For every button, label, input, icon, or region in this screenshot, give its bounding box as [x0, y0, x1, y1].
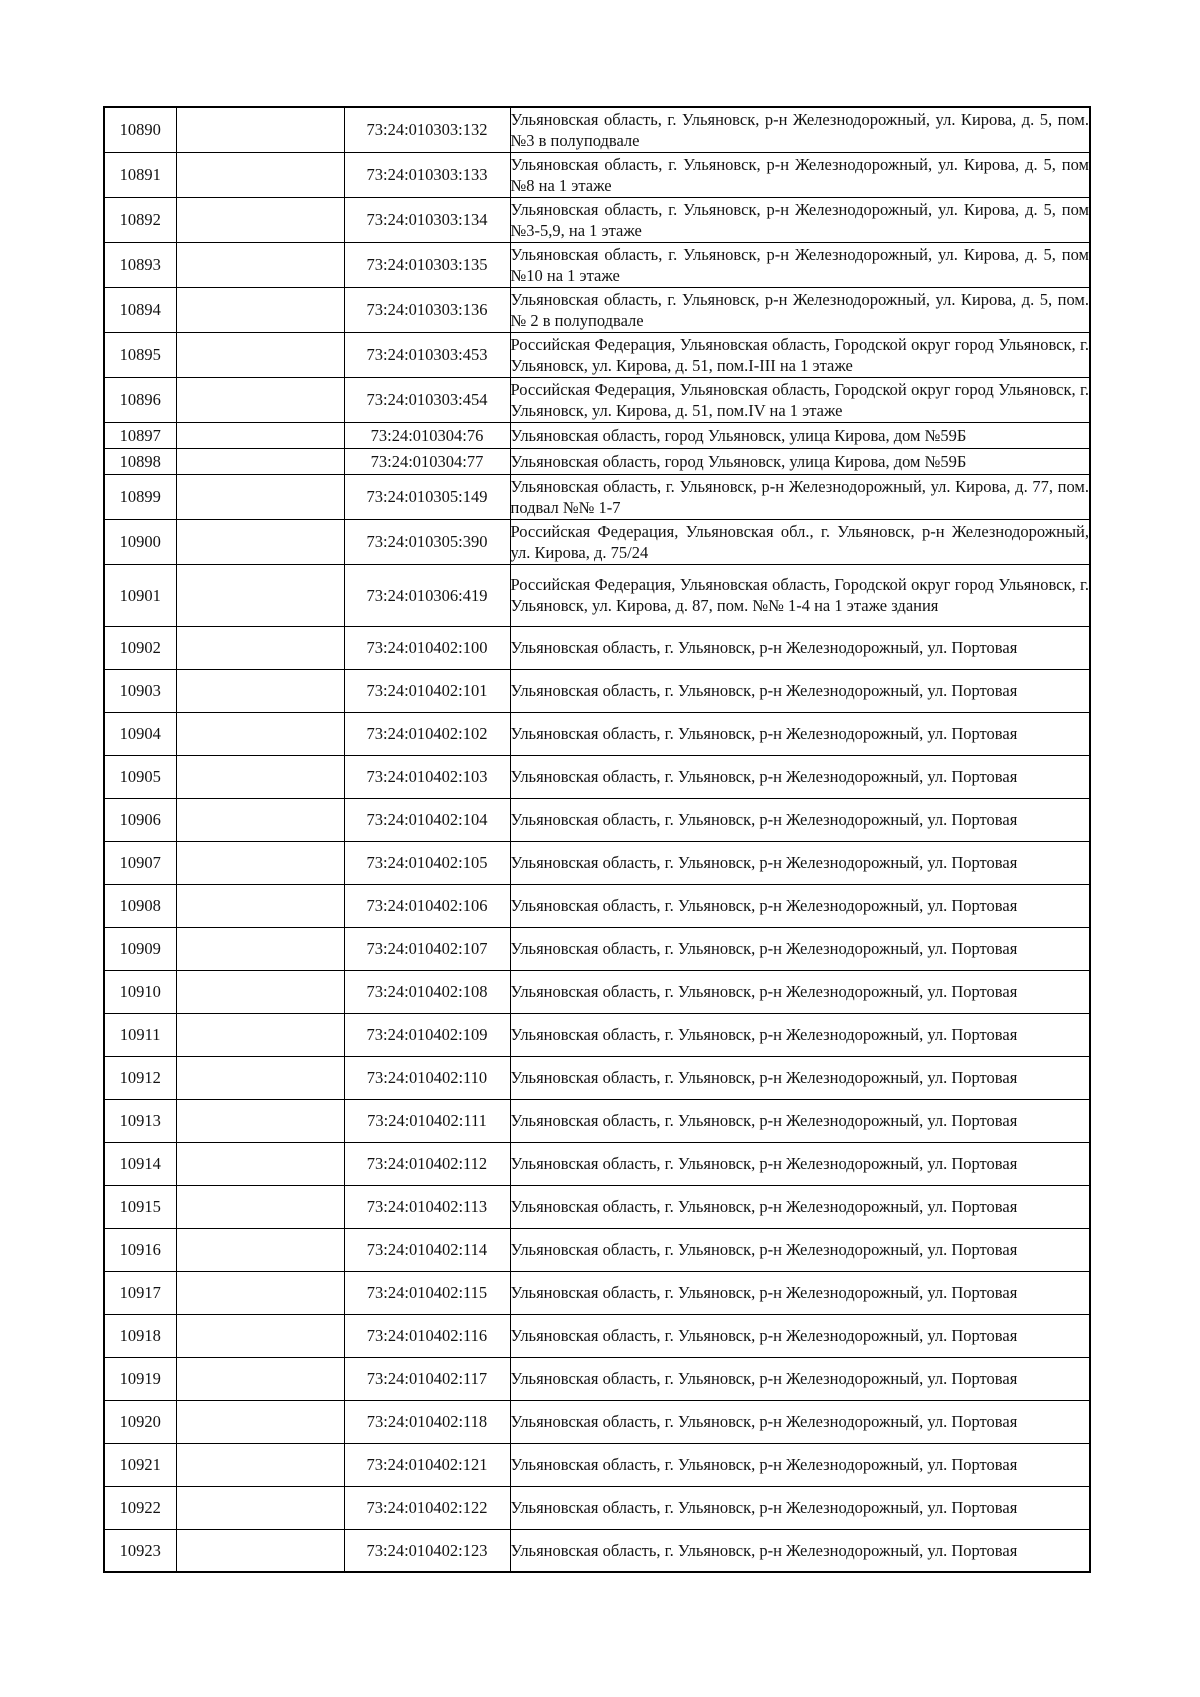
row-number-cell: 10922	[104, 1486, 176, 1529]
blank-cell	[176, 1056, 344, 1099]
cadastral-number-cell: 73:24:010402:115	[344, 1271, 510, 1314]
cadastral-number-cell: 73:24:010303:133	[344, 152, 510, 197]
table-row	[104, 1314, 1090, 1357]
cadastral-number-cell: 73:24:010402:111	[344, 1099, 510, 1142]
row-number-cell: 10903	[104, 669, 176, 712]
row-number-cell: 10890	[104, 107, 176, 152]
cadastral-number-cell: 73:24:010402:108	[344, 970, 510, 1013]
address-cell: Ульяновская область, город Ульяновск, улица Кирова, дом №59Б	[510, 422, 1090, 448]
address-cell: Ульяновская область, г. Ульяновск, р-н Железнодорожный, ул. Портовая	[510, 841, 1090, 884]
blank-cell	[176, 564, 344, 626]
cadastral-number-cell: 73:24:010402:113	[344, 1185, 510, 1228]
blank-cell	[176, 242, 344, 287]
row-number-cell: 10911	[104, 1013, 176, 1056]
blank-cell	[176, 1314, 344, 1357]
address-cell: Ульяновская область, г. Ульяновск, р-н Железнодорожный, ул. Портовая	[510, 1529, 1090, 1572]
row-number-cell: 10897	[104, 422, 176, 448]
address-cell: Ульяновская область, г. Ульяновск, р-н Железнодорожный, ул. Кирова, д. 5, пом №8 на 1 этаже	[510, 152, 1090, 197]
address-cell: Российская Федерация, Ульяновская область, Городской округ город Ульяновск, г. Ульяновск, ул. Кирова, д. 51, пом.I-III на 1 этаже	[510, 332, 1090, 377]
row-number-cell: 10908	[104, 884, 176, 927]
row-number-cell: 10916	[104, 1228, 176, 1271]
row-number-cell: 10893	[104, 242, 176, 287]
table-row	[104, 287, 1090, 332]
cadastral-number-cell: 73:24:010303:453	[344, 332, 510, 377]
table-row	[104, 798, 1090, 841]
table-row	[104, 1185, 1090, 1228]
address-cell: Ульяновская область, г. Ульяновск, р-н Железнодорожный, ул. Портовая	[510, 1056, 1090, 1099]
cadastral-number-cell: 73:24:010402:103	[344, 755, 510, 798]
table-row	[104, 242, 1090, 287]
row-number-cell: 10912	[104, 1056, 176, 1099]
cadastral-number-cell: 73:24:010402:121	[344, 1443, 510, 1486]
address-cell: Ульяновская область, г. Ульяновск, р-н Железнодорожный, ул. Портовая	[510, 1443, 1090, 1486]
table-row	[104, 448, 1090, 474]
row-number-cell: 10902	[104, 626, 176, 669]
blank-cell	[176, 1228, 344, 1271]
address-cell: Ульяновская область, г. Ульяновск, р-н Железнодорожный, ул. Портовая	[510, 798, 1090, 841]
address-cell: Ульяновская область, г. Ульяновск, р-н Железнодорожный, ул. Портовая	[510, 626, 1090, 669]
blank-cell	[176, 152, 344, 197]
cadastral-number-cell: 73:24:010402:116	[344, 1314, 510, 1357]
address-cell: Ульяновская область, г. Ульяновск, р-н Железнодорожный, ул. Портовая	[510, 1486, 1090, 1529]
address-cell: Ульяновская область, г. Ульяновск, р-н Железнодорожный, ул. Портовая	[510, 1185, 1090, 1228]
row-number-cell: 10904	[104, 712, 176, 755]
address-cell: Ульяновская область, г. Ульяновск, р-н Железнодорожный, ул. Портовая	[510, 755, 1090, 798]
address-cell: Ульяновская область, г. Ульяновск, р-н Железнодорожный, ул. Портовая	[510, 970, 1090, 1013]
table-row	[104, 1357, 1090, 1400]
cadastral-number-cell: 73:24:010402:109	[344, 1013, 510, 1056]
blank-cell	[176, 1357, 344, 1400]
blank-cell	[176, 332, 344, 377]
table-row	[104, 474, 1090, 519]
blank-cell	[176, 1099, 344, 1142]
cadastral-number-cell: 73:24:010402:112	[344, 1142, 510, 1185]
table-row	[104, 1400, 1090, 1443]
table-row	[104, 564, 1090, 626]
blank-cell	[176, 626, 344, 669]
address-cell: Ульяновская область, г. Ульяновск, р-н Железнодорожный, ул. Кирова, д. 5, пом №3-5,9, на 1 этаже	[510, 197, 1090, 242]
row-number-cell: 10891	[104, 152, 176, 197]
row-number-cell: 10901	[104, 564, 176, 626]
blank-cell	[176, 970, 344, 1013]
row-number-cell: 10909	[104, 927, 176, 970]
row-number-cell: 10896	[104, 377, 176, 422]
table-row	[104, 970, 1090, 1013]
address-cell: Российская Федерация, Ульяновская обл., г. Ульяновск, р-н Железнодорожный, ул. Кирова, д. 75/24	[510, 519, 1090, 564]
blank-cell	[176, 422, 344, 448]
address-cell: Ульяновская область, г. Ульяновск, р-н Железнодорожный, ул. Кирова, д. 5, пом №10 на 1 этаже	[510, 242, 1090, 287]
cadastral-number-cell: 73:24:010303:132	[344, 107, 510, 152]
address-cell: Ульяновская область, г. Ульяновск, р-н Железнодорожный, ул. Портовая	[510, 1400, 1090, 1443]
cadastral-number-cell: 73:24:010402:122	[344, 1486, 510, 1529]
blank-cell	[176, 377, 344, 422]
blank-cell	[176, 712, 344, 755]
blank-cell	[176, 1142, 344, 1185]
cadastral-number-cell: 73:24:010303:135	[344, 242, 510, 287]
blank-cell	[176, 1271, 344, 1314]
cadastral-number-cell: 73:24:010304:77	[344, 448, 510, 474]
address-cell: Ульяновская область, г. Ульяновск, р-н Железнодорожный, ул. Портовая	[510, 1357, 1090, 1400]
address-cell: Ульяновская область, г. Ульяновск, р-н Железнодорожный, ул. Портовая	[510, 669, 1090, 712]
address-cell: Ульяновская область, г. Ульяновск, р-н Железнодорожный, ул. Портовая	[510, 927, 1090, 970]
table-row	[104, 1056, 1090, 1099]
table-row	[104, 1013, 1090, 1056]
blank-cell	[176, 107, 344, 152]
row-number-cell: 10913	[104, 1099, 176, 1142]
table-row	[104, 1529, 1090, 1572]
address-cell: Ульяновская область, г. Ульяновск, р-н Железнодорожный, ул. Портовая	[510, 1228, 1090, 1271]
row-number-cell: 10895	[104, 332, 176, 377]
address-cell: Российская Федерация, Ульяновская область, Городской округ город Ульяновск, г. Ульяновск, ул. Кирова, д. 51, пом.IV на 1 этаже	[510, 377, 1090, 422]
blank-cell	[176, 927, 344, 970]
address-cell: Ульяновская область, город Ульяновск, улица Кирова, дом №59Б	[510, 448, 1090, 474]
table-row	[104, 332, 1090, 377]
row-number-cell: 10907	[104, 841, 176, 884]
address-cell: Ульяновская область, г. Ульяновск, р-н Железнодорожный, ул. Портовая	[510, 1142, 1090, 1185]
table-row	[104, 1486, 1090, 1529]
table-row	[104, 107, 1090, 152]
cadastral-number-cell: 73:24:010402:107	[344, 927, 510, 970]
row-number-cell: 10917	[104, 1271, 176, 1314]
blank-cell	[176, 1486, 344, 1529]
table-row	[104, 841, 1090, 884]
blank-cell	[176, 1013, 344, 1056]
blank-cell	[176, 841, 344, 884]
row-number-cell: 10920	[104, 1400, 176, 1443]
cadastral-number-cell: 73:24:010402:117	[344, 1357, 510, 1400]
blank-cell	[176, 448, 344, 474]
blank-cell	[176, 669, 344, 712]
blank-cell	[176, 1185, 344, 1228]
cadastral-number-cell: 73:24:010402:123	[344, 1529, 510, 1572]
table-row	[104, 712, 1090, 755]
address-cell: Ульяновская область, г. Ульяновск, р-н Железнодорожный, ул. Портовая	[510, 712, 1090, 755]
blank-cell	[176, 755, 344, 798]
cadastral-number-cell: 73:24:010402:110	[344, 1056, 510, 1099]
cadastral-number-cell: 73:24:010306:419	[344, 564, 510, 626]
row-number-cell: 10919	[104, 1357, 176, 1400]
table-row	[104, 755, 1090, 798]
table-row	[104, 1228, 1090, 1271]
row-number-cell: 10918	[104, 1314, 176, 1357]
blank-cell	[176, 519, 344, 564]
row-number-cell: 10899	[104, 474, 176, 519]
table-row	[104, 152, 1090, 197]
row-number-cell: 10921	[104, 1443, 176, 1486]
row-number-cell: 10914	[104, 1142, 176, 1185]
table-row	[104, 519, 1090, 564]
row-number-cell: 10900	[104, 519, 176, 564]
cadastral-number-cell: 73:24:010305:149	[344, 474, 510, 519]
table-row	[104, 422, 1090, 448]
table-row	[104, 884, 1090, 927]
table-row	[104, 1271, 1090, 1314]
address-cell: Российская Федерация, Ульяновская область, Городской округ город Ульяновск, г. Ульяновск, ул. Кирова, д. 87, пом. №№ 1-4 на 1 этаже здания	[510, 564, 1090, 626]
blank-cell	[176, 1443, 344, 1486]
blank-cell	[176, 287, 344, 332]
register-table-body	[104, 107, 1090, 1572]
row-number-cell: 10894	[104, 287, 176, 332]
blank-cell	[176, 798, 344, 841]
blank-cell	[176, 1529, 344, 1572]
blank-cell	[176, 884, 344, 927]
cadastral-number-cell: 73:24:010402:104	[344, 798, 510, 841]
cadastral-number-cell: 73:24:010303:134	[344, 197, 510, 242]
cadastral-register-table	[103, 106, 1091, 1573]
cadastral-number-cell: 73:24:010402:105	[344, 841, 510, 884]
table-row	[104, 1443, 1090, 1486]
blank-cell	[176, 1400, 344, 1443]
address-cell: Ульяновская область, г. Ульяновск, р-н Железнодорожный, ул. Портовая	[510, 1099, 1090, 1142]
cadastral-number-cell: 73:24:010304:76	[344, 422, 510, 448]
table-row	[104, 1099, 1090, 1142]
cadastral-number-cell: 73:24:010303:454	[344, 377, 510, 422]
address-cell: Ульяновская область, г. Ульяновск, р-н Железнодорожный, ул. Кирова, д. 5, пом. №3 в полуподвале	[510, 107, 1090, 152]
cadastral-number-cell: 73:24:010402:101	[344, 669, 510, 712]
cadastral-number-cell: 73:24:010303:136	[344, 287, 510, 332]
cadastral-number-cell: 73:24:010402:100	[344, 626, 510, 669]
row-number-cell: 10898	[104, 448, 176, 474]
row-number-cell: 10906	[104, 798, 176, 841]
cadastral-number-cell: 73:24:010402:106	[344, 884, 510, 927]
address-cell: Ульяновская область, г. Ульяновск, р-н Железнодорожный, ул. Портовая	[510, 1314, 1090, 1357]
table-row	[104, 377, 1090, 422]
row-number-cell: 10892	[104, 197, 176, 242]
table-row	[104, 1142, 1090, 1185]
cadastral-number-cell: 73:24:010402:114	[344, 1228, 510, 1271]
table-row	[104, 669, 1090, 712]
blank-cell	[176, 197, 344, 242]
table-row	[104, 927, 1090, 970]
cadastral-number-cell: 73:24:010402:102	[344, 712, 510, 755]
address-cell: Ульяновская область, г. Ульяновск, р-н Железнодорожный, ул. Портовая	[510, 884, 1090, 927]
cadastral-number-cell: 73:24:010305:390	[344, 519, 510, 564]
row-number-cell: 10905	[104, 755, 176, 798]
row-number-cell: 10910	[104, 970, 176, 1013]
address-cell: Ульяновская область, г. Ульяновск, р-н Железнодорожный, ул. Кирова, д. 77, пом. подвал №№ 1-7	[510, 474, 1090, 519]
table-row	[104, 197, 1090, 242]
cadastral-number-cell: 73:24:010402:118	[344, 1400, 510, 1443]
row-number-cell: 10915	[104, 1185, 176, 1228]
address-cell: Ульяновская область, г. Ульяновск, р-н Железнодорожный, ул. Кирова, д. 5, пом. № 2 в полуподвале	[510, 287, 1090, 332]
address-cell: Ульяновская область, г. Ульяновск, р-н Железнодорожный, ул. Портовая	[510, 1271, 1090, 1314]
blank-cell	[176, 474, 344, 519]
row-number-cell: 10923	[104, 1529, 176, 1572]
address-cell: Ульяновская область, г. Ульяновск, р-н Железнодорожный, ул. Портовая	[510, 1013, 1090, 1056]
table-row	[104, 626, 1090, 669]
